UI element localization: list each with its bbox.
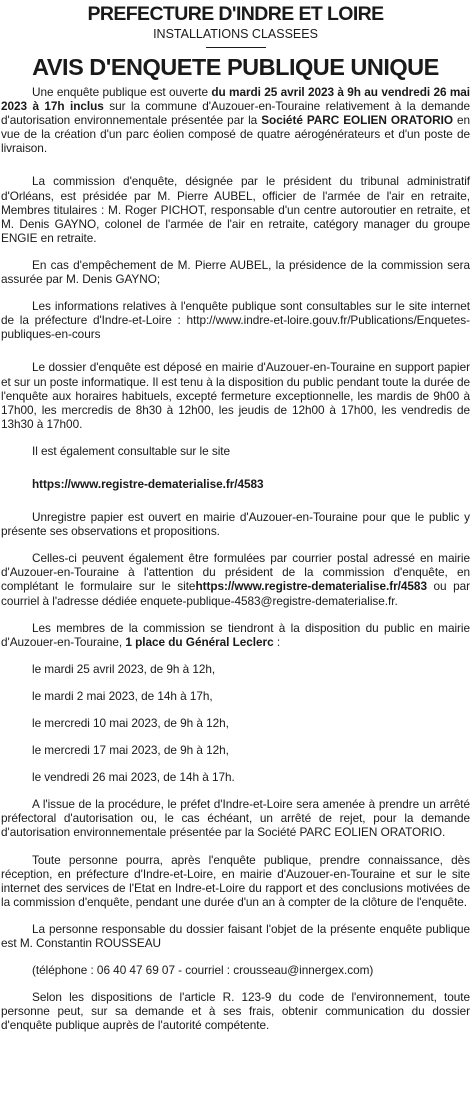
permanence-item: le vendredi 26 mai 2023, de 14h à 17h. — [32, 770, 235, 785]
divider-rule — [206, 47, 266, 48]
opening-text: Une enquête publique est ouverte — [32, 85, 212, 99]
permanence-item: le mardi 25 avril 2023, de 9h à 12h, — [32, 661, 216, 676]
paragraph-site: Il est également consultable sur le site — [32, 443, 231, 458]
mairie-address: 1 place du Général Leclerc — [125, 634, 274, 649]
courrier-text-2: ou par courriel à l'adresse dédiée enquete-publique-4583@registre-dematerialise.fr. — [1, 579, 470, 608]
permanences-text: Les membres de la commission se tiendront à la disposition du public en mairie d'Auzouer-en-Touraine, — [1, 620, 470, 649]
paragraph-dossier: Le dossier d'enquête est déposé en mairie d'Auzouer-en-Touraine en support papier et sur un poste informatique. Il est tenu à la disposition du public pendant toute la durée de l'enquête aux horaires habituels, excepté fermeture exceptionnelle, les mardis de 9h00 à 17h00, les mercredis de 8h30 à 12h00, les jeudis de 12h00 à 17h00, les vendredis de 13h30 à 17h00. — [1, 360, 470, 431]
paragraph-responsible: La personne responsable du dossier faisant l'objet de la présente enquête publique est M. Constantin ROUSSEAU — [1, 921, 470, 951]
paragraph-decision: A l'issue de la procédure, le préfet d'Indre-et-Loire sera amenée à prendre un arrêté préfectoral d'autorisation ou, le cas échéant, un arrêté de rejet, pour la demande d'autorisation environnementale présentée par la Société PARC EOLIEN ORATORIO. — [1, 797, 470, 840]
permanence-item: le mercredi 17 mai 2023, de 9h à 12h, — [32, 743, 229, 758]
paragraph-opening — [1, 85, 470, 155]
permanence-item: le mardi 2 mai 2023, de 14h à 17h, — [32, 688, 213, 703]
permanences-colon: : — [273, 634, 281, 649]
opening-text-3: en vue de la création d'un parc éolien composé de quatre aérogénérateurs et d'un poste de livraison. — [1, 113, 470, 156]
paragraph-consultation: Toute personne pourra, après l'enquête publique, prendre connaissance, dès réception, en préfecture d'Indre-et-Loire, en mairie d'Auzouer-en-Touraine et sur le site internet des services de l'Etat en Indre-et-Loire du rapport et des conclusions motivées de la commission d'enquête, pendant une durée d'un an à compter de la clôture de l'enquête. — [1, 852, 470, 909]
section-subtitle: INSTALLATIONS CLASSEES — [153, 27, 318, 41]
paragraph-contact: (téléphone : 06 40 47 69 07 - courriel : crousseau@innergex.com) — [32, 963, 374, 978]
notice-title: AVIS D'ENQUETE PUBLIQUE UNIQUE — [32, 54, 439, 80]
opening-text-2: sur la commune d'Auzouer-en-Touraine relativement à la demande d'autorisation environnementale présentée par la — [1, 99, 470, 128]
registre-link[interactable] — [1, 477, 470, 491]
registre-url[interactable]: https://www.registre-dematerialise.fr/4583 — [32, 476, 264, 491]
paragraph-courrier — [1, 551, 470, 607]
permanence-item: le mercredi 10 mai 2023, de 9h à 12h, — [32, 716, 229, 730]
paragraph-permanences — [1, 621, 470, 649]
enquiry-dates: du mardi 25 avril 2023 à 9h au vendredi 26 mai 2023 à 17h inclus — [1, 85, 470, 114]
paragraph-information: Les informations relatives à l'enquête publique sont consultables sur le site internet de la préfecture d'Indre-et-Loire : http://www.indre-et-loire.gouv.fr/Publications/Enquetes-publiques-en-cours — [1, 299, 470, 342]
paragraph-commission: La commission d'enquête, désignée par le président du tribunal administratif d'Orléans, est présidée par M. Pierre AUBEL, officier de l'armée de l'air en retraite, Membres titulaires : M. Roger PICHOT, responsable d'un centre autoroutier en retraite, et M. Denis GAYNO, colonel de l'armée de l'air en retraite, catégory manager du groupe ENGIE en retraite. — [1, 174, 470, 245]
paragraph-substitute: En cas d'empêchement de M. Pierre AUBEL, la présidence de la commission sera assurée par M. Denis GAYNO; — [1, 257, 470, 287]
paragraph-communication: Selon les dispositions de l'article R. 123-9 du code de l'environnement, toute personne peut, sur sa demande et à ses frais, obtenir communication du dossier d'enquête publique auprès de l'autorité compétente. — [1, 990, 470, 1033]
courrier-text: Celles-ci peuvent également être formulées par courrier postal adressé en mairie d'Auzouer-en-Touraine à l'attention du président de la commission d'enquête, en complétant le formulaire sur le site — [1, 551, 470, 594]
company-name: Société PARC EOLIEN ORATORIO — [261, 113, 453, 128]
paragraph-registre: Unregistre papier est ouvert en mairie d'Auzouer-en-Touraine pour que le public y présente ses observations et propositions. — [1, 510, 470, 539]
prefecture-heading: PREFECTURE D'INDRE ET LOIRE — [87, 3, 384, 25]
registre-url-inline[interactable]: https://www.registre-dematerialise.fr/4583 — [195, 579, 427, 594]
